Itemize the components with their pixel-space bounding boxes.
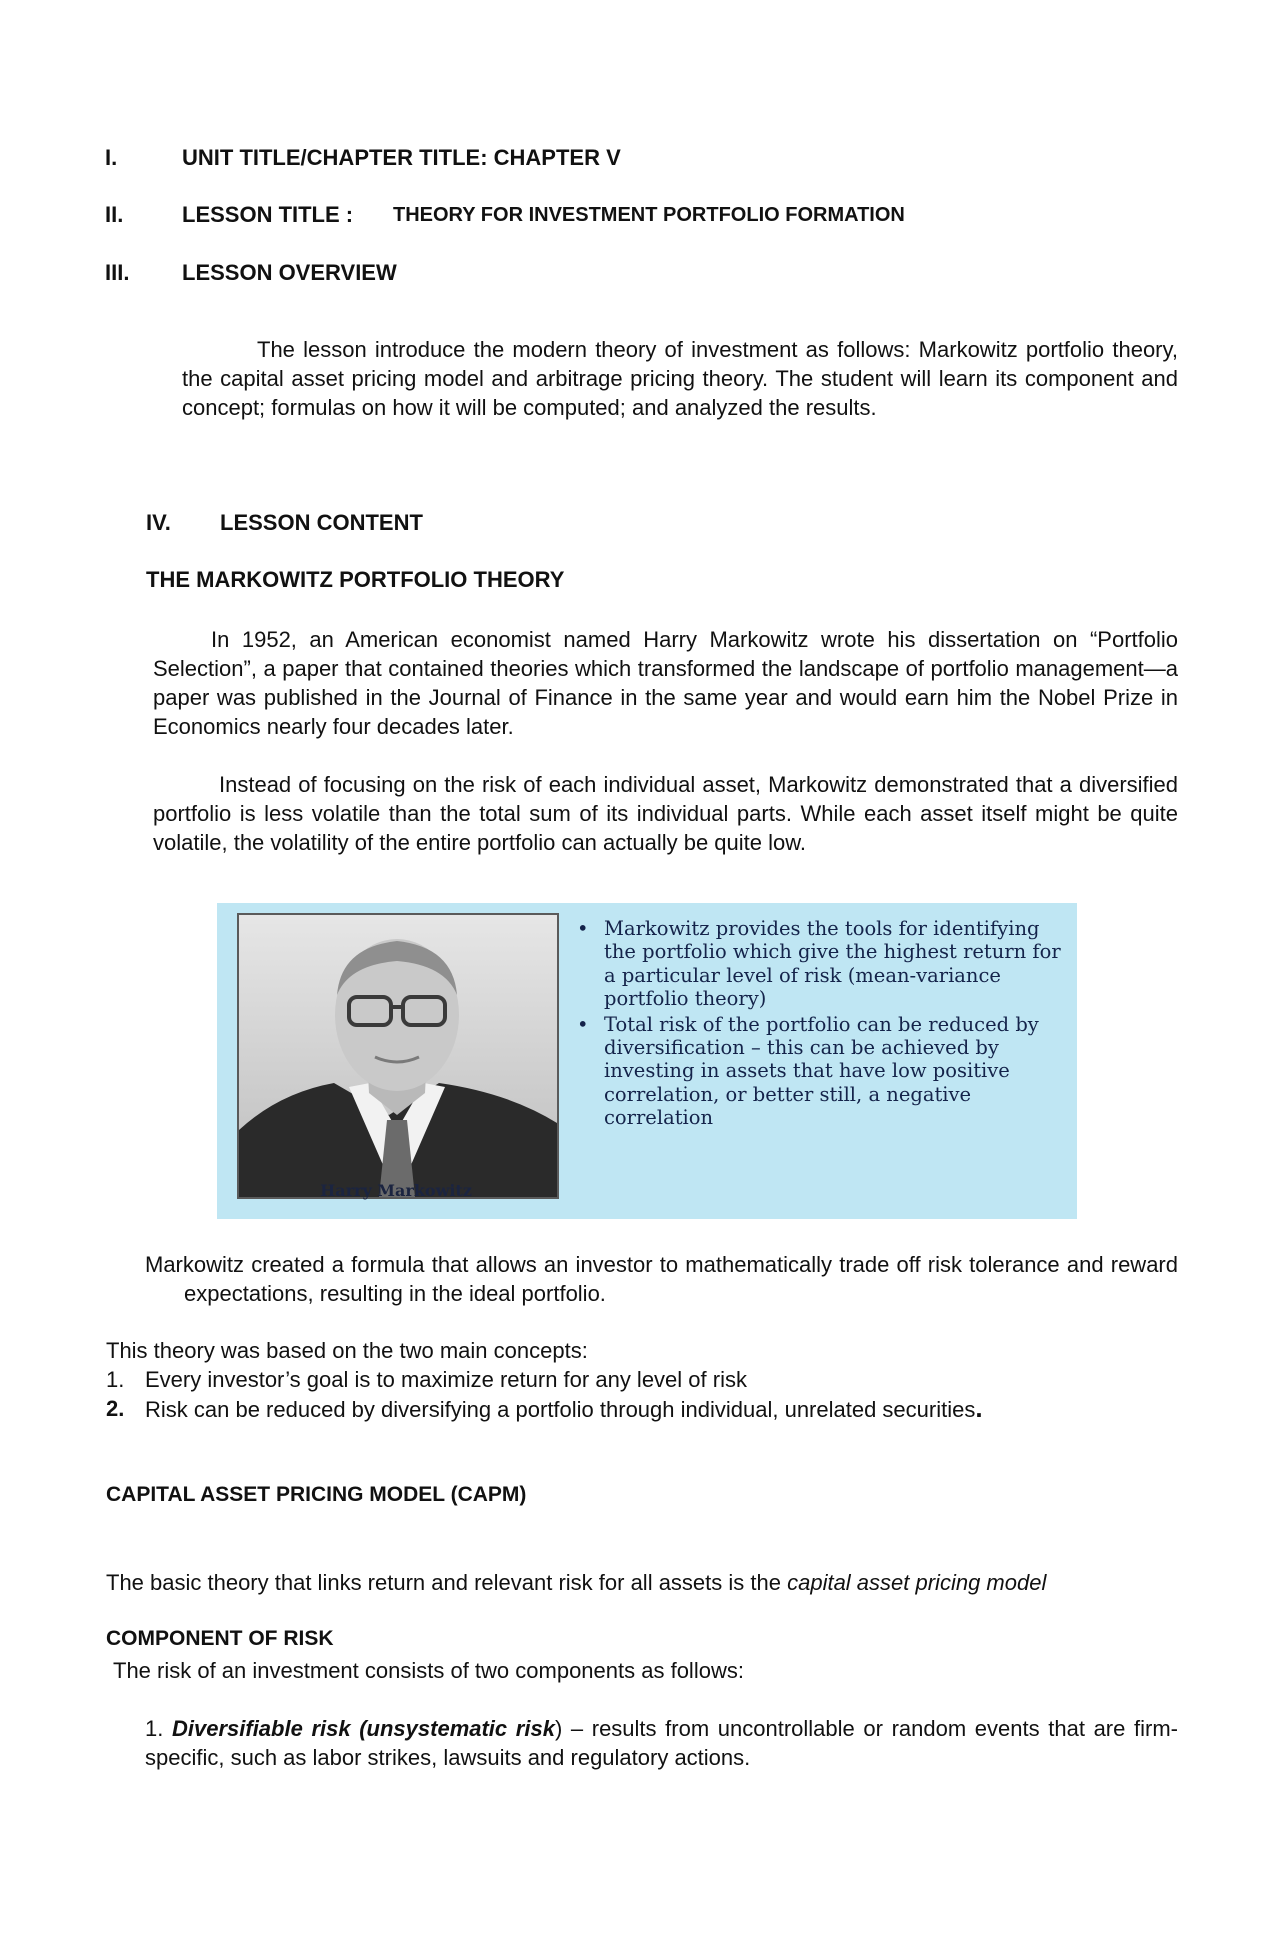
figure-bullet-list: [567, 917, 1067, 1132]
concept-number-2: 2.: [106, 1396, 125, 1421]
risk-heading: COMPONENT OF RISK: [106, 1627, 334, 1650]
unit-title: UNIT TITLE/CHAPTER TITLE: CHAPTER V: [182, 145, 621, 170]
overview-paragraph: The lesson introduce the modern theory of investment as follows: Markowitz portfolio theory, the capital asset pricing model and arbitrage pricing theory. The student will learn its component and concept; formulas on how it will be computed; and analyzed the results.: [182, 337, 1178, 420]
lesson-overview-heading: LESSON OVERVIEW: [182, 260, 397, 285]
markowitz-paragraph-1: In 1952, an American economist named Harry Markowitz wrote his dissertation on “Portfolio Selection”, a paper that contained theories which transformed the landscape of portfolio management—a paper was published in the Journal of Finance in the same year and would earn him the Nobel Prize in Economics nearly four decades later.: [153, 627, 1178, 739]
section-numeral-1: I.: [105, 145, 118, 170]
concept-item-2: [145, 1394, 983, 1424]
lesson-title-label: LESSON TITLE :: [182, 202, 354, 227]
figure-bullet-text: Total risk of the portfolio can be reduced by diversification – this can be achieved by investing in assets that have low positive correlation, or better still, a negative correlation: [604, 1012, 1039, 1130]
lesson-title: THEORY FOR INVESTMENT PORTFOLIO FORMATION: [393, 204, 905, 226]
risk-intro: The risk of an investment consists of two components as follows:: [113, 1658, 744, 1683]
section-numeral-3: III.: [105, 260, 130, 285]
section-numeral-2: II.: [105, 202, 124, 227]
capm-paragraph-text: The basic theory that links return and relevant risk for all assets is the: [106, 1570, 788, 1595]
concept-text-1: Every investor’s goal is to maximize return for any level of risk: [145, 1367, 747, 1392]
bullet-marker: •: [577, 1012, 589, 1036]
risk-item-1: [145, 1714, 1178, 1772]
concept-text-2-period: .: [975, 1393, 983, 1423]
figure-bullet-item: [567, 1013, 1067, 1130]
markowitz-heading: THE MARKOWITZ PORTFOLIO THEORY: [146, 567, 565, 592]
concept-text-2: Risk can be reduced by diversifying a portfolio through individual, unrelated securities: [145, 1397, 976, 1422]
lesson-content-heading: LESSON CONTENT: [220, 510, 423, 535]
risk-item-1-term: Diversifiable risk (unsystematic risk: [171, 1716, 555, 1741]
capm-paragraph: [106, 1568, 1046, 1597]
markowitz-portrait: [237, 913, 559, 1199]
concepts-intro: This theory was based on the two main concepts:: [106, 1338, 588, 1363]
section-numeral-4: IV.: [146, 510, 171, 535]
risk-item-1-number: 1.: [145, 1716, 164, 1741]
bullet-marker: •: [577, 917, 589, 940]
capm-paragraph-italic: capital asset pricing model: [787, 1570, 1047, 1595]
figure-bullet-item: [567, 917, 1067, 1011]
formula-paragraph: Markowitz created a formula that allows an investor to mathematically trade off risk tolerance and reward expectations, resulting in the ideal portfolio.: [145, 1252, 1178, 1306]
portrait-image: [239, 915, 557, 1197]
figure-bullet-text: Markowitz provides the tools for identifying the portfolio which give the highest return for a particular level of risk (mean-variance portfolio theory): [604, 917, 1061, 1011]
portrait-caption: Harry Markowitz: [320, 1181, 472, 1200]
risk-item-1-description: ) – results from uncontrollable or random events that are firm-specific, such as labor strikes, lawsuits and regulatory actions.: [145, 1716, 1178, 1770]
capm-heading: CAPITAL ASSET PRICING MODEL (CAPM): [106, 1483, 527, 1506]
markowitz-paragraph-2: Instead of focusing on the risk of each individual asset, Markowitz demonstrated that a diversified portfolio is less volatile than the total sum of its individual parts. While each asset itself might be quite volatile, the volatility of the entire portfolio can actually be quite low.: [153, 772, 1178, 855]
concept-number-1: 1.: [106, 1367, 125, 1392]
markowitz-figure: [217, 903, 1077, 1219]
